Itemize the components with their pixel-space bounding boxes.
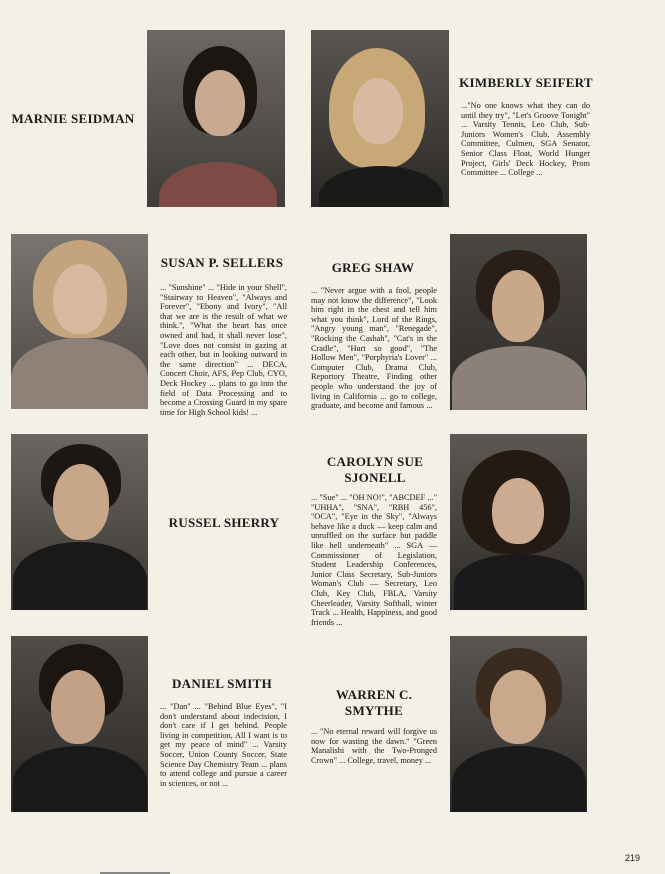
portrait-photo-susan-sellers	[11, 234, 148, 409]
student-name: MARNIE SEIDMAN	[11, 111, 135, 126]
portrait-photo-kimberly-seifert	[311, 30, 449, 207]
student-name: GREG SHAW	[331, 260, 415, 275]
student-name: WARREN C. SMYTHE	[335, 687, 413, 718]
portrait-photo-marnie-seidman	[147, 30, 285, 207]
portrait-photo-russel-sherry	[11, 434, 148, 610]
student-bio: ... "Never argue with a fool, people may not know the difference", "Look him right in the chest and tell him what you think", Lord of the Rings, "Angry young man", "Renegade", "Rocking the Casbah", "Cat's in the Cradle", "Hurt so good", "The Hollow Men", "Porphyria's Lover" ... Computer Club, Drama Club, Reportory Theatre, Finding other people who understand the joy of living in California ... go to college, graduate, and become and famous ...	[311, 286, 437, 411]
student-name: SUSAN P. SELLERS	[160, 255, 284, 270]
portrait-photo-warren-smythe	[450, 636, 587, 812]
student-bio: ... "No eternal reward will forgive us now for wasting the dawn." "Green Manalishi with the Two-Pronged Crown" ... College, travel, money ...	[311, 727, 437, 765]
student-name: CAROLYN SUE SJONELL	[326, 454, 424, 485]
student-name: RUSSEL SHERRY	[168, 515, 280, 530]
student-name: DANIEL SMITH	[171, 676, 273, 691]
student-bio: ... "Dan" ... "Behind Blue Eyes", "I don't understand about indecision, I don't care if I get behind. People living in competition, All I want is to get my peace of mind" ... Varsity Soccer, Union County Soccer, State Science Day Chemistry Team ... plans to attend college and pursue a career in sciences, or not ...	[160, 702, 287, 788]
page-number: 219	[624, 853, 640, 863]
student-bio: ... "Sue" ... "OH NO!", "ABCDEF ..." "UHHA", "SNA", "RBH 456", "OCA", "Eye in the Sky", "Always behave like a duck — keep calm and unruffled on the surface but paddle like hell underneath" ... SGA — Commissioner of Legislation, Student Leadership Conferences, Junior Class Secretary, Sub-Juniors Woman's Club — Secretary, Leo Club, Key Club, FBLA, Varsity Cheerleader, Varsity Softball, winter Track ... Health, Happiness, and good friends ...	[311, 493, 437, 627]
portrait-photo-daniel-smith	[11, 636, 148, 812]
portrait-photo-greg-shaw	[450, 234, 587, 410]
student-name: KIMBERLY SEIFERT	[459, 75, 593, 90]
student-bio: ..."No one knows what they can do until they try", "Let's Groove Tonight" ... Varsity Tennis, Leo Club, Sub-Juniors Women's Club, Assembly Committee, Culmen, SGA Senator, Senior Class Float, World Hunger Project, Girls' Deck Hockey, Prom Committee ... College ...	[461, 101, 590, 178]
portrait-photo-carolyn-sjonell	[450, 434, 587, 610]
student-bio: ... "Sunshine" ... "Hide in your Shell", "Stairway to Heaven", "Always and Forever", "Ebony and Ivory", "All that we are is the result of what we think.", "What the heart has once owned and had, it shall never lose", "Love does not consist in gazing at each other, but in looking outward in the same direction" ... DECA, Concert Choir, AFS, Pep Club, CYO, Deck Hockey ... plans to go into the field of Data Processing and to become a Crossing Guard in my spare time for High School kids! ...	[160, 283, 287, 417]
